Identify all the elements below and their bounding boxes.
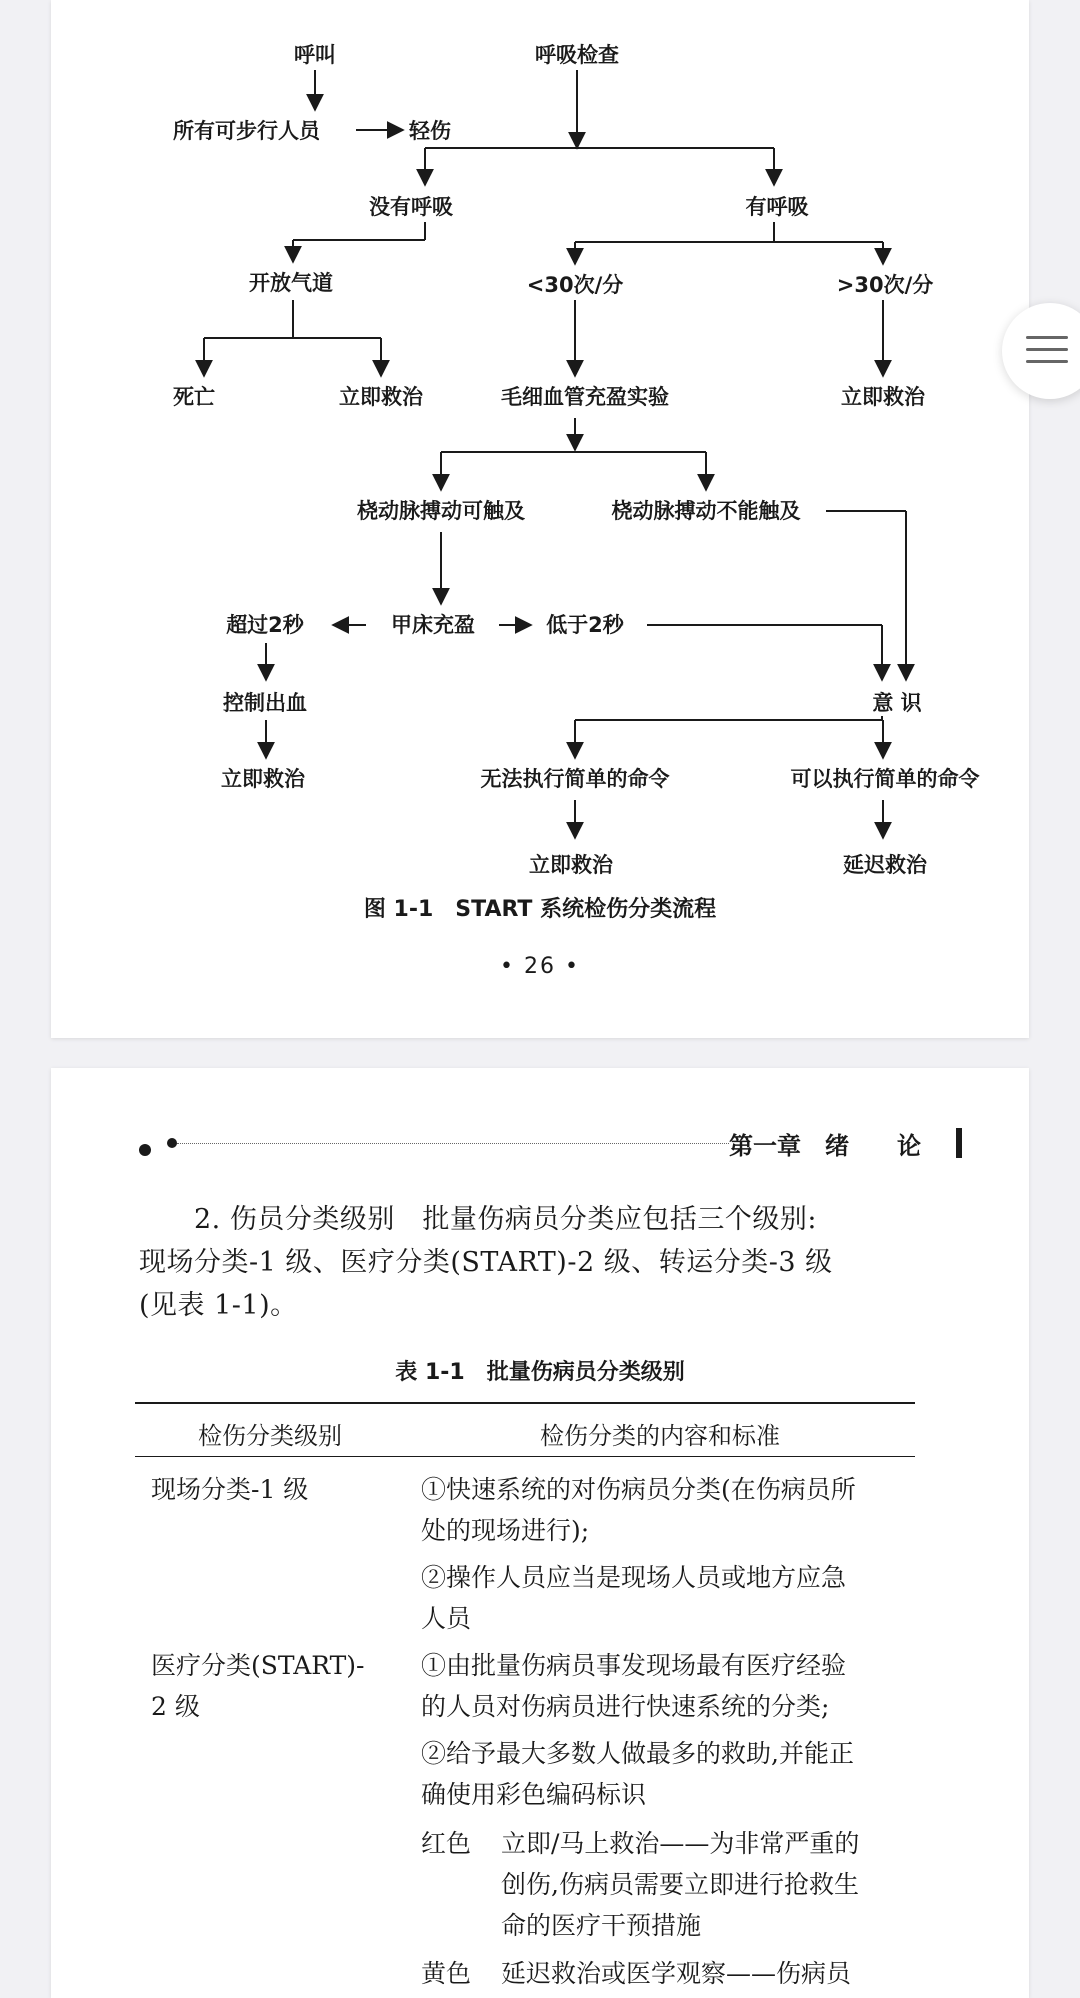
color-code-yellow: 黄色 — [421, 1959, 472, 1988]
table-cell-line: 确使用彩色编码标识 — [421, 1780, 647, 1809]
node-immediate-2: 立即救治 — [841, 385, 925, 409]
hamburger-menu-icon — [1026, 336, 1068, 372]
table-cell-line: ①快速系统的对伤病员分类(在伤病员所 — [421, 1475, 856, 1504]
node-has-breath: 有呼吸 — [745, 195, 809, 219]
node-walkers: 所有可步行人员 — [173, 119, 320, 143]
table-cell-line: 处的现场进行); — [421, 1516, 590, 1545]
node-immediate-1: 立即救治 — [339, 385, 423, 409]
table-header-level: 检伤分类级别 — [198, 1422, 342, 1450]
node-nailbed: 甲床充盈 — [391, 613, 475, 637]
flowchart-nodes — [173, 43, 980, 877]
table-cell-line: ②给予最大多数人做最多的救助,并能正 — [421, 1739, 854, 1768]
node-dead: 死亡 — [173, 385, 215, 409]
table-header-criteria: 检伤分类的内容和标准 — [540, 1422, 780, 1450]
chapter-title: 第一章 绪 论 — [729, 1132, 921, 1160]
node-rate-lt30: <30次/分 — [526, 273, 624, 297]
node-minor-injury: 轻伤 — [409, 119, 451, 143]
paragraph-line: 现场分类-1 级、医疗分类(START)-2 级、转运分类-3 级 — [139, 1247, 833, 1278]
node-call: 呼叫 — [294, 43, 336, 67]
node-control-bleeding: 控制出血 — [223, 691, 307, 715]
table-cell-line: ①由批量伤病员事发现场最有医疗经验 — [421, 1651, 847, 1680]
table-row-level: 2 级 — [151, 1692, 200, 1721]
color-code-red: 红色 — [421, 1829, 472, 1858]
running-header — [139, 1124, 969, 1164]
node-cannot-follow: 无法执行简单的命令 — [480, 767, 670, 791]
table-cell-line: ②操作人员应当是现场人员或地方应急 — [421, 1563, 847, 1592]
header-dotted-rule — [139, 1142, 729, 1150]
node-radial-yes: 桡动脉搏动可触及 — [357, 499, 525, 523]
page-number: • 26 • — [500, 954, 580, 979]
document-page-27 — [51, 1068, 1029, 1998]
node-breath-check: 呼吸检查 — [535, 43, 619, 67]
node-radial-no: 桡动脉搏动不能触及 — [611, 499, 801, 523]
node-immediate-3: 立即救治 — [221, 767, 305, 791]
start-triage-flowchart — [51, 0, 1029, 880]
triage-levels-table — [135, 1402, 915, 1988]
paragraph-line: (见表 1-1)。 — [139, 1290, 298, 1321]
table-row-level: 医疗分类(START)- — [151, 1651, 365, 1680]
table-title: 表 1-1 批量伤病员分类级别 — [395, 1360, 685, 1385]
flowchart-connectors — [204, 70, 906, 838]
node-consciousness: 意 识 — [872, 691, 922, 715]
node-capillary-refill: 毛细血管充盈实验 — [501, 385, 669, 409]
node-under-2s: 低于2秒 — [546, 613, 624, 637]
table-cell-line: 的人员对伤病员进行快速系统的分类; — [421, 1692, 830, 1721]
paragraph-line: 2. 伤员分类级别 批量伤病员分类应包括三个级别: — [139, 1204, 817, 1235]
figure-caption: 图 1-1 START 系统检伤分类流程 — [363, 897, 717, 922]
node-no-breath: 没有呼吸 — [369, 195, 453, 219]
table-row-level: 现场分类-1 级 — [151, 1475, 309, 1504]
color-code-red-text: 命的医疗干预措施 — [501, 1911, 702, 1940]
header-bar — [956, 1128, 962, 1158]
body-paragraph — [139, 1198, 969, 1327]
node-delayed: 延迟救治 — [843, 853, 927, 877]
color-code-yellow-text: 延迟救治或医学观察——伤病员 — [501, 1959, 852, 1988]
table-header-row — [135, 1404, 915, 1456]
node-immediate-4: 立即救治 — [529, 853, 613, 877]
color-code-red-text: 立即/马上救治——为非常严重的 — [501, 1829, 860, 1858]
color-code-red-text: 创伤,伤病员需要立即进行抢救生 — [501, 1870, 859, 1899]
node-open-airway: 开放气道 — [249, 271, 333, 295]
table-cell-line: 人员 — [421, 1604, 472, 1633]
node-can-follow: 可以执行简单的命令 — [790, 767, 980, 791]
node-over-2s: 超过2秒 — [226, 613, 304, 637]
document-page-26 — [51, 0, 1029, 1038]
node-rate-gt30: >30次/分 — [836, 273, 934, 297]
